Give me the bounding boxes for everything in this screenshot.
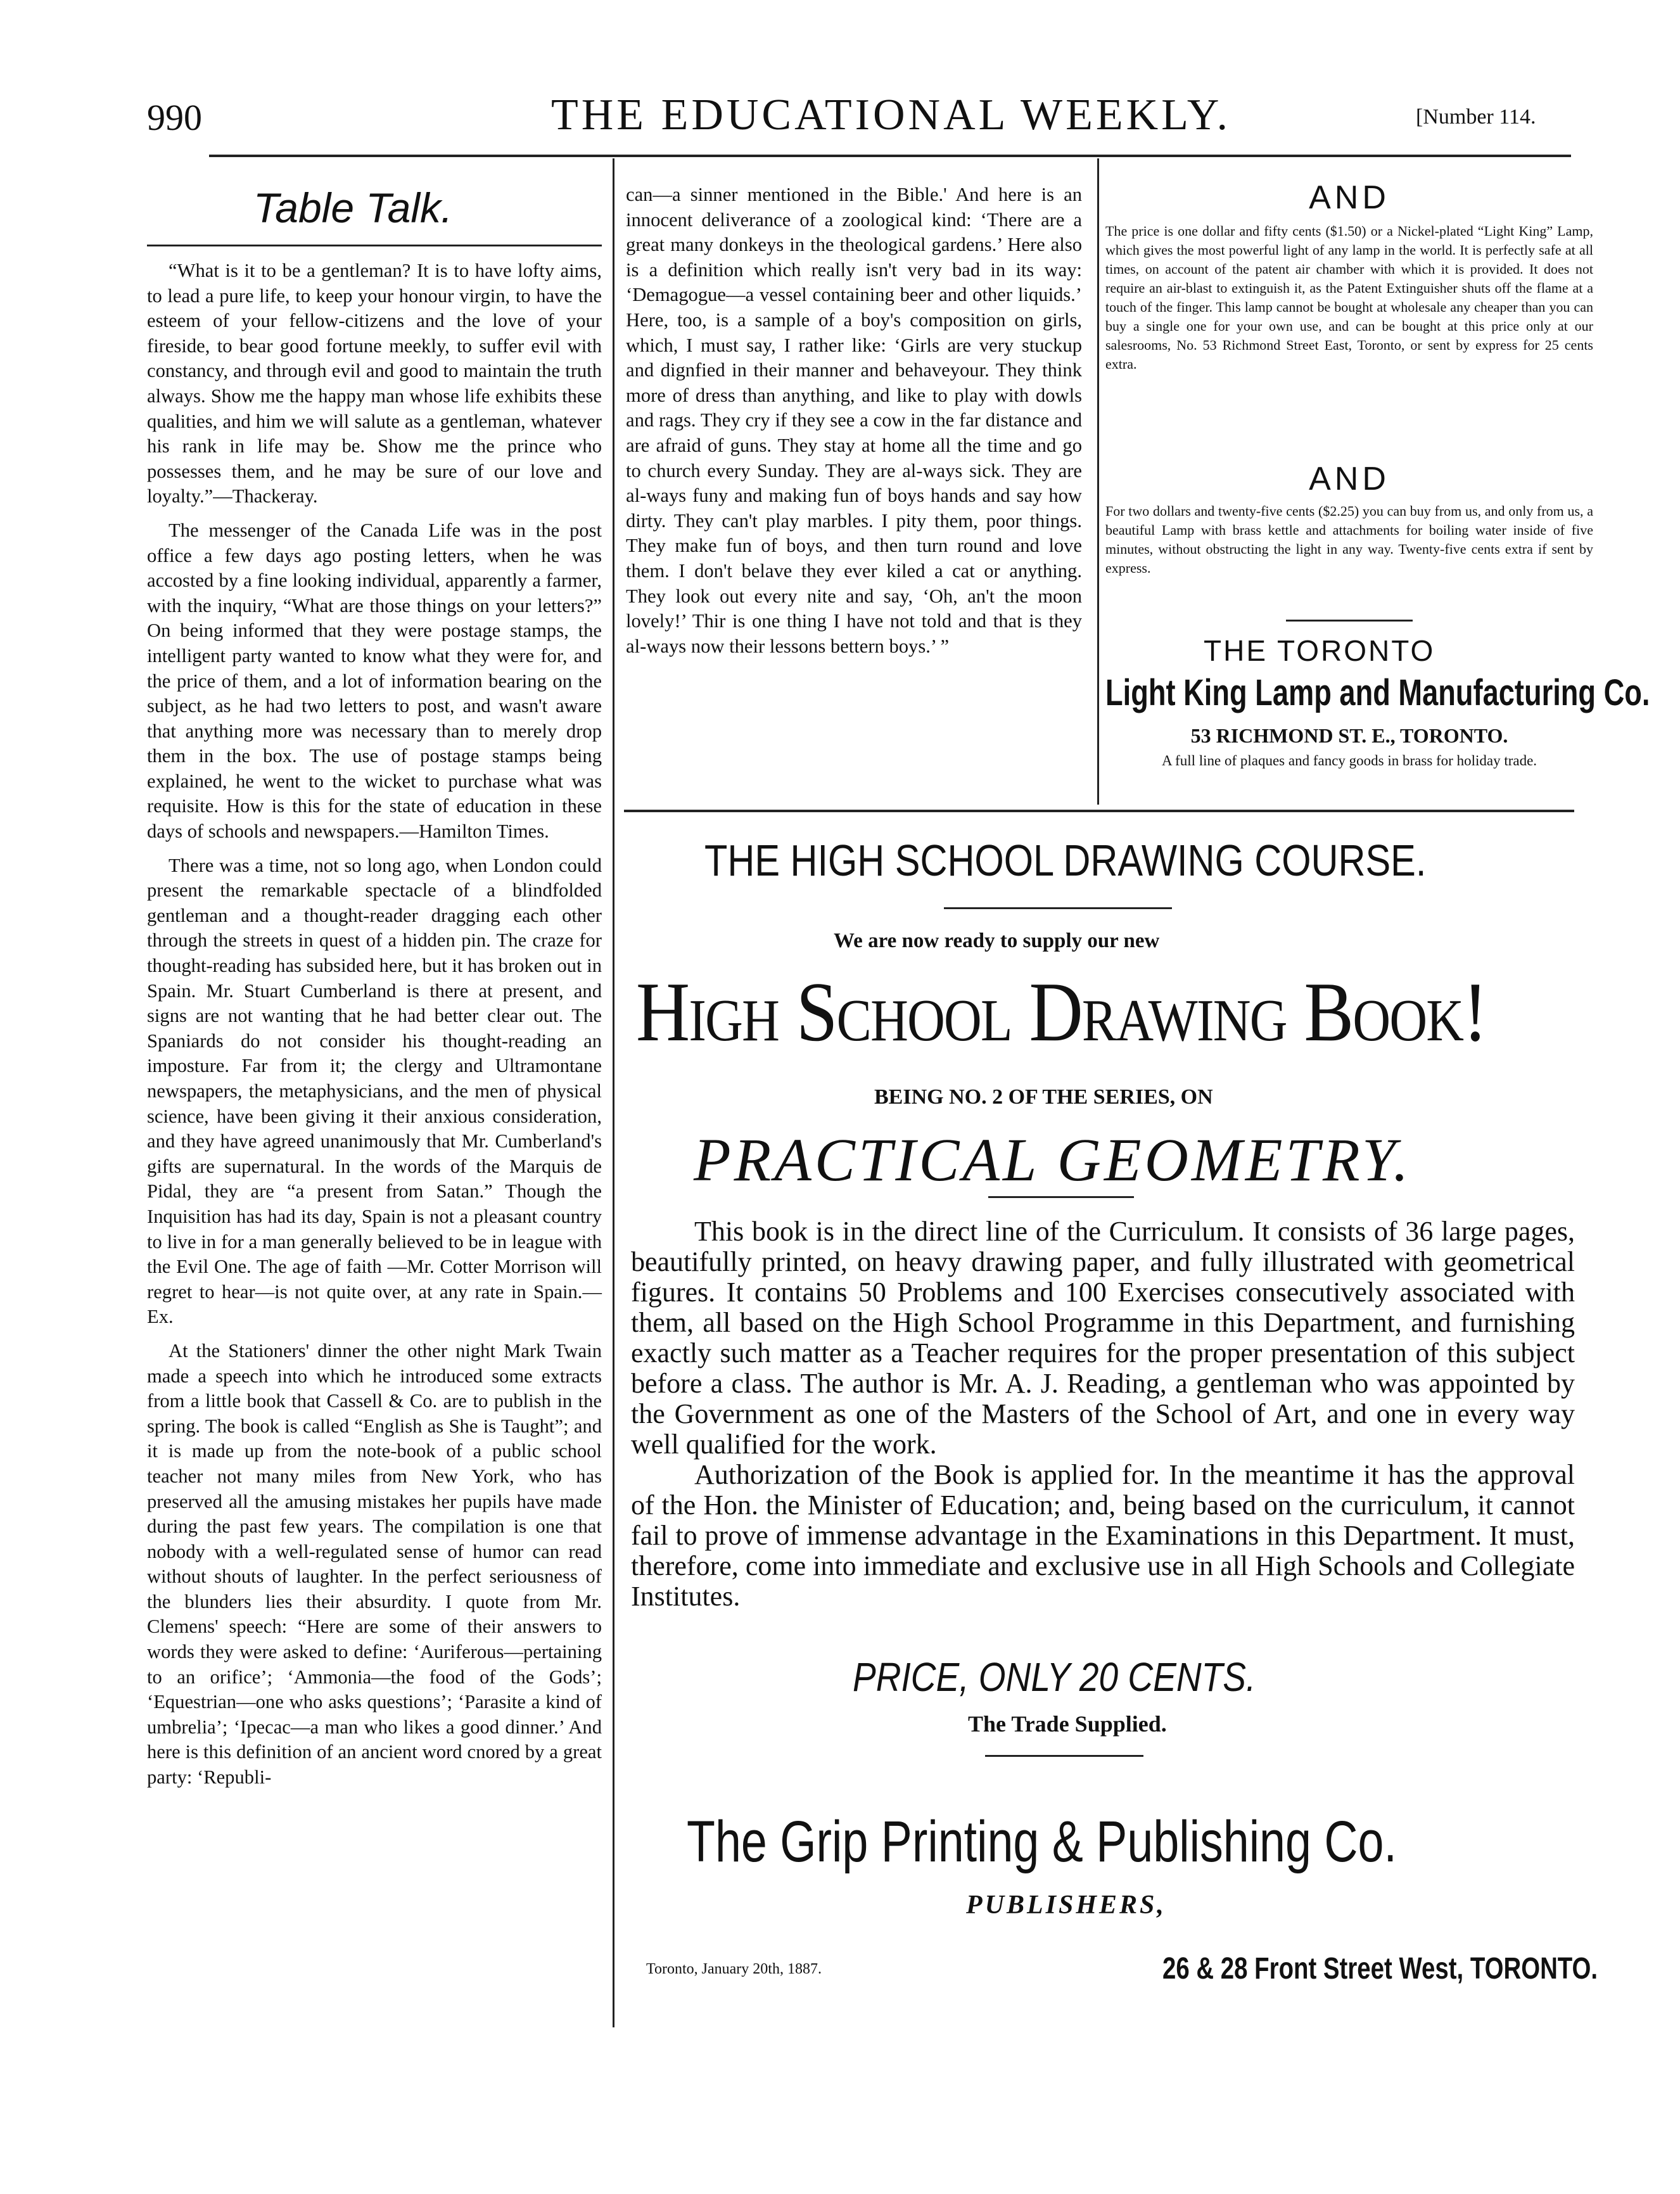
table-talk-paragraph-4: At the Stationers' dinner the other night Mark Twain made a speech into which he introduced some extracts from a little book that Cassell & Co. are to publish in the spring. The book is called “English as She is Taught”; and it is made up from the note-book of a public school teacher not many miles from New York, who has preserved all the amusing mistakes her pupils have made during the past few years. The compilation is one that nobody with a well-regulated sense of humor can read without shouts of laughter. In the perfect seriousness of the blunders lies their absurdity. I quote from Mr. Clemens' speech: “Here are some of their answers to words they were asked to define: ‘Auriferous—pertaining to an orifice’; ‘Ammonia—the food of the Gods’; ‘Equestrian—one who asks questions’; ‘Parasite a kind of umbrelia’; ‘Ipecac—a man who likes a good dinner.’ And here is this definition of an ancient word cnored by a great party: ‘Republi- xyxy=(147,1339,602,1789)
publisher-name: The Grip Printing & Publishing Co. xyxy=(687,1809,1397,1874)
book-title: High School Drawing Book! xyxy=(636,965,1487,1059)
book-description xyxy=(631,1216,1575,1612)
lamp-ad-rule xyxy=(1286,620,1413,622)
series-line: BEING NO. 2 OF THE SERIES, ON xyxy=(874,1085,1213,1109)
lamp-ad-text-2 xyxy=(1105,502,1593,578)
lamp-ad-text-1 xyxy=(1105,222,1593,374)
drawing-ad-rule-3 xyxy=(985,1755,1143,1757)
ad-separator-rule xyxy=(624,810,1574,812)
table-talk-continuation xyxy=(626,182,1082,668)
company-name: Light King Lamp and Manufacturing Co. xyxy=(1105,672,1650,713)
company-address: 53 RICHMOND ST. E., TORONTO. xyxy=(1190,724,1508,747)
dateline: Toronto, January 20th, 1887. xyxy=(646,1961,822,1977)
masthead-title: THE EDUCATIONAL WEEKLY. xyxy=(551,91,1231,139)
lamp-offer-text: The price is one dollar and fifty cents ($1.50) or a Nickel-plated “Light King” Lamp, which gives the most powerful light of any lamp in the world. It is perfectly safe at all times, on account of the patent air chamber with which it is provided. It does not require an air-blast to extinguish it, as the Patent Extinguisher shuts off the flame at a touch of the finger. This lamp cannot be bought at wholesale any cheaper than you can buy a single one for your own use, and can be bought at this price only at our salesrooms, No. 53 Richmond Street East, Toronto, or sent by express for 25 cents extra. xyxy=(1105,223,1593,372)
company-line-1: THE TORONTO xyxy=(1204,634,1435,667)
and-heading-2: AND xyxy=(1309,461,1390,497)
subject-title: PRACTICAL GEOMETRY. xyxy=(694,1126,1412,1194)
continuation-paragraph: can—a sinner mentioned in the Bible.' And here is an innocent deliverance of a zoological kind: ‘There are a great many donkeys in the theological gardens.’ Here also is a definition which really isn't very bad in its way: ‘Demagogue—a vessel containing beer and other liquids.’ Here, too, is a sample of a boy's composition on girls, which, I must say, I rather like: ‘Girls are very stuckup and dignfied in their manner and behaveyour. They think more of dress than anything, and like to play with dowls and rags. They cry if they see a cow in the far distance and are afraid of guns. They stay at home all the time and go to church every Sunday. They are al-ways sick. They are al-ways funy and making fun of boys hands and say how dirty. They can't play marbles. I pity them, poor things. They make fun of boys, and then turn round and love them. I don't belave they ever kiled a cat or anything. They look out every nite and say, ‘Oh, an't the moon lovely!’ Thir is one thing I have not told and that is they al-ways now their lessons bettern boys.’ ” xyxy=(626,184,1082,657)
table-talk-rule xyxy=(147,245,602,246)
description-paragraph-1: This book is in the direct line of the Curriculum. It consists of 36 large pages, beautifully printed, on heavy drawing paper, and fully illustrated with geometrical figures. It contains 50 Problems and 100 Exercises consecutively associated with them, all based on the High School Programme in this Department, and furnishing exactly such matter as a Teacher requires for the proper presentation of this subject before a class. The author is Mr. A. J. Reading, a gentleman who was appointed by the Government as one of the Masters of the School of Art, and one in every way well qualified for the work. xyxy=(631,1216,1575,1460)
issue-number: [Number 114. xyxy=(1416,105,1536,129)
column-divider-right xyxy=(1097,158,1099,805)
kettle-offer-text: For two dollars and twenty-five cents ($2.25) you can buy from us, and only from us, a beautiful Lamp with brass kettle and attachments for boiling water inside of five minutes, without obstructing the light in any way. Twenty-five cents extra if sent by express. xyxy=(1105,503,1593,576)
price-line: PRICE, ONLY 20 CENTS. xyxy=(853,1654,1256,1700)
ready-line: We are now ready to supply our new xyxy=(834,929,1160,952)
table-talk-paragraph-1: “What is it to be a gentleman? It is to have lofty aims, to lead a pure life, to keep your honour virgin, to have the esteem of your fellow-citizens and the love of your fireside, to bear good fortune meekly, to suffer evil with constancy, and through evil and good to maintain the truth always. Show me the happy man whose life exhibits these qualities, and him we will salute as a gentleman, whatever his rank in life may be. Show me the prince who possesses them, and he may be sure of our love and loyalty.”—Thackeray. xyxy=(147,260,602,507)
header-rule xyxy=(209,155,1571,157)
column-divider-left xyxy=(613,158,614,2027)
table-talk-paragraph-3: There was a time, not so long ago, when London could present the remarkable spectacle of a blindfolded gentleman and a thought-reader dragging each other through the streets in quest of a hidden pin. The craze for thought-reading has subsided here, but it has broken out in Spain. Mr. Stuart Cumberland is there at present, and signs are not wanting that he had better clear out. The Spaniards do not consider his thought-reading an imposture. Far from it; the clergy and Ultramontane newspapers, the metaphysicians, and the men of physical science, have been giving it their anxious consideration, and they have agreed unanimously that Mr. Cumberland's gifts are supernatural. In the words of the Marquis de Pidal, they are “a present from Satan.” Though the Inquisition has had its day, Spain is not a pleasant country to live in for a man generally believed to be in league with the Evil One. The age of faith —Mr. Cotter Morrison will regret to hear—is not quite over, at any rate in Spain.—Ex. xyxy=(147,854,602,1328)
description-paragraph-2: Authorization of the Book is applied for. In the meantime it has the approval of the Hon. the Minister of Education; and, being based on the curriculum, it cannot fail to prove of immense advantage in the Examinations in this Department. It must, therefore, come into immediate and exclusive use in all High Schools and Collegiate Institutes. xyxy=(631,1459,1575,1612)
table-talk-heading: Table Talk. xyxy=(253,184,453,231)
trade-line: The Trade Supplied. xyxy=(968,1711,1167,1737)
page-number: 990 xyxy=(147,97,202,138)
table-talk-paragraph-2: The messenger of the Canada Life was in the post office a few days ago posting letters, when he was accosted by a fine looking individual, apparently a farmer, with the inquiry, “What are those things on your letters?” On being informed that they were postage stamps, the intelligent party wanted to know what they were for, and the price of them, and a lot of information bearing on the subject, as he had two letters to post, and wasn't aware that anything more was necessary than to merely drop them in the box. The use of postage stamps being explained, he went to the wicket to purchase what was requisite. How is this for the state of education in these days of schools and newspapers.—Hamilton Times. xyxy=(147,519,602,843)
company-note: A full line of plaques and fancy goods in brass for holiday trade. xyxy=(1161,753,1537,769)
drawing-ad-rule-1 xyxy=(944,907,1172,909)
publishers-label: PUBLISHERS, xyxy=(966,1891,1166,1920)
drawing-ad-rule-2 xyxy=(988,1196,1134,1198)
drawing-course-headline: THE HIGH SCHOOL DRAWING COURSE. xyxy=(704,836,1427,885)
publisher-address: 26 & 28 Front Street West, TORONTO. xyxy=(1162,1952,1598,1986)
and-heading-1: AND xyxy=(1309,179,1390,216)
table-talk-column xyxy=(147,258,602,1799)
